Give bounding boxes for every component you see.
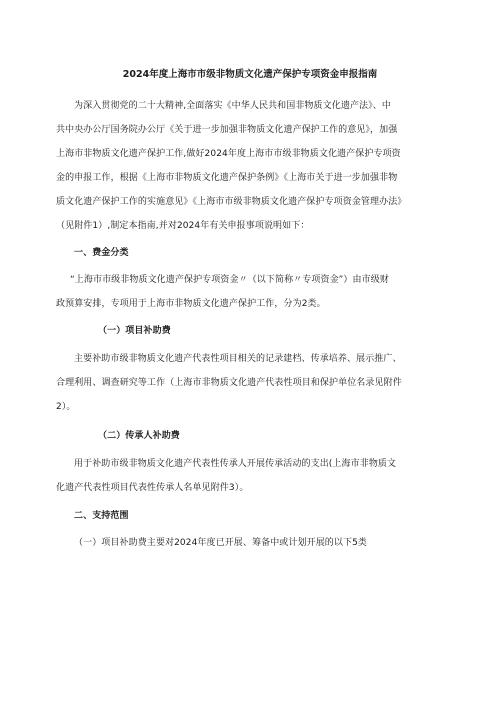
paragraph-line: 共中央办公厅国务院办公厅《关于进一步加强非物质文化遗产保护工作的意见》，加强 — [56, 125, 398, 135]
paragraph-line: （一）项目补助费主要对2024年度已开展、筹备中或计划开展的以下5类 — [74, 538, 368, 548]
paragraph-line: 政预算安排，专项用于上海市非物质文化遗产保护工作，分为2类。 — [56, 299, 326, 309]
paragraph-line: 化遗产代表性项目代表性传承人名单见附件3）。 — [56, 483, 249, 493]
subsection-heading: （二）传承人补助费 — [98, 431, 180, 441]
paragraph-line: 用于补助市级非物质文化遗产代表性传承人开展传承活动的支出(上海市非物质文 — [74, 459, 397, 469]
paragraph-line: 主要补助市级非物质文化遗产代表性项目相关的记录建档、传承培养、展示推广、 — [74, 354, 402, 364]
paragraph-line: 金的申报工作，根据《上海市非物质文化遗产保护条例》《上海市关于进一步加强非物 — [56, 173, 398, 183]
subsection-heading: （一）项目补助费 — [98, 326, 171, 336]
paragraph-line: 合理利用、调查研究等工作（上海市非物质文化遗产代表性项目和保护单位名录见附件 — [56, 378, 402, 388]
document-title: 2024年度上海市市级非物质文化遗产保护专项资金申报指南 — [122, 69, 378, 80]
paragraph-line: 为深入贯彻党的二十大精神,全面落实《中华人民共和国非物质文化遗产法》、中 — [74, 101, 391, 111]
section-heading: 二、支持范围 — [74, 511, 129, 521]
paragraph-line: “上海市市级非物质文化遗产保护专项资金〃（以下简称〃专项资金”）由市级财 — [70, 275, 389, 285]
paragraph-line: （见附件1）,制定本指南,并对2024年有关申报事项说明如下： — [56, 221, 310, 231]
section-heading: 一、费金分类 — [74, 248, 129, 258]
paragraph-line: 质文化遗产保护工作的实施意见》《上海市市级非物质文化遗产保护专项资金管理办法》 — [56, 197, 407, 207]
paragraph-line: 上海市非物质文化遗产保护工作,做好2024年度上海市市级非物质文化遗产保护专项资 — [56, 149, 401, 159]
paragraph-line: 2）。 — [56, 402, 76, 412]
